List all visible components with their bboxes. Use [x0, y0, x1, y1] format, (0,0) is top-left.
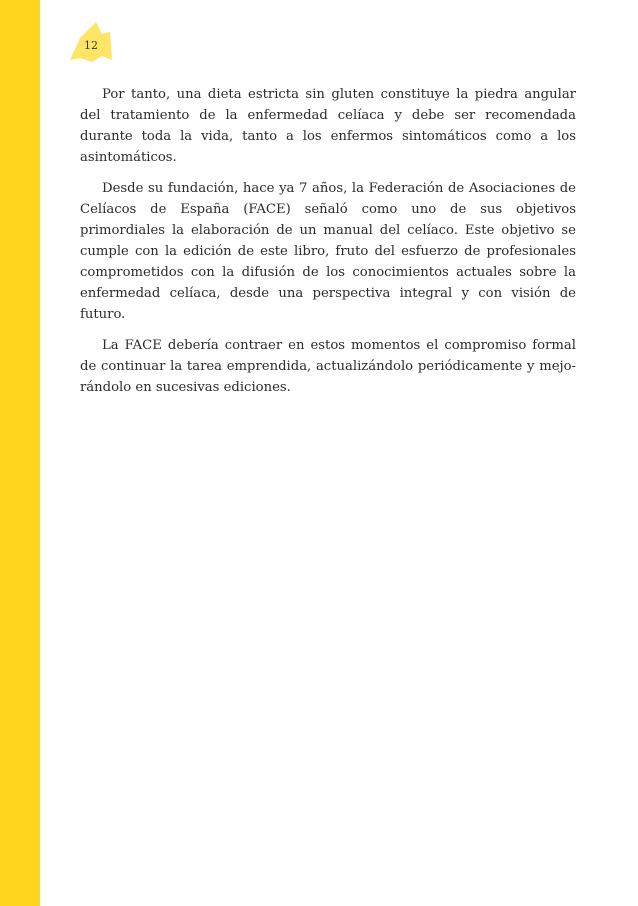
body-text: [80, 84, 576, 408]
yellow-side-band: [0, 0, 40, 906]
paragraph: Desde su fundación, hace ya 7 años, la Federación de Asociaciones de Celíacos de España (FACE) señaló como uno de sus objetivos primordiales la elaboración de un manual del celíaco. Este objetivo se cumple con la edición de este libro, fruto del esfuerzo de profesionales comprometidos con la difusión de los conocimientos actuales sobre la enfermedad celíaca, desde una perspectiva integral y con visión de futuro.: [80, 181, 576, 322]
page-number: 12: [84, 39, 98, 52]
paragraph: Por tanto, una dieta estricta sin gluten constituye la piedra angular del tratamiento de la enfermedad celíaca y debe ser recomendada durante toda la vida, tanto a los enfermos sintomáticos como a los asintomáticos.: [80, 87, 576, 165]
paragraph: La FACE debería contraer en estos momentos el compromiso formal de continuar la tarea emprendida, actualizándolo periódicamente y mejorándolo en sucesivas ediciones.: [80, 338, 576, 395]
